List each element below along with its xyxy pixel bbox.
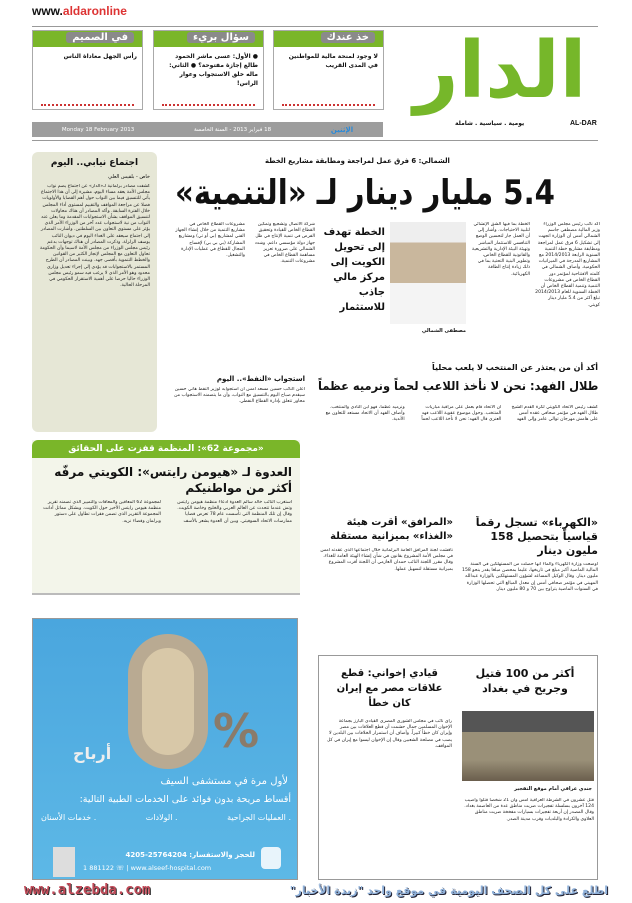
masthead-logo: الدار	[413, 26, 587, 116]
sidebar-body: كشفت مصادر برلمانية لـ«الدار» عن اجتماع يضم نواب مجلس الأمة يعقد مساء اليوم، مشيرة إلى أن هذا الاجتماع يأتي للتنسيق فيما بين النواب حول أهم القضايا والأولويات فضلا عن مراجعة المواقف والتقييم لمستوى أداء المجلس خلال الفترة السابقة. وأكد المصادر أن هناك محاولات لتنسيق المواقف بشأن الاستجوابات المقدمة وما يعلن عنه النواب من نية لاستجواب عدد آخر من الوزراء الأمر الذي يؤثر على مستوى التعاون بين السلطتين. وأشارت المصادر إلى اجتماع سيعقد على الغداء اليوم في ديوان النائب يوسف الزلزلة. وذكرت المصادر أن هناك توجهات بدعم رئيس مجلس الوزراء من مجلس الأمة لاسيما وأن الحكومة تحاول التعاون مع المجلس لإنجاز الكثير من القوانين والخطط التنموية بأقصى جهد. وبينت المصادر أن الطرح المستمر بالاستجوابات قد يؤدي إلى إجراء تعديل وزاري محدود وهو الأمر الذي لا يرغب فيه سمو رئيس مجلس الوزراء حاليا حرصا على أهمية الاستقرار الحكومي في المرحلة الحالية.	[40, 184, 150, 289]
dotted-rule	[41, 104, 134, 106]
kahraba-body: أوضحت وزارة الكهرباء والماء أنها حصلت من المستهلكين في السنة المالية الماضية أكبر مبلغ في تاريخها، عليما بمحصن مبلغا يقدر بنحو 158 مليون دينار. وقال الوكيل المساعد لشؤون المستهلكين بالوزارة عبدالله المهيني في مؤتمر صحافي أمس إن معدل المبالغ التي تحصلها الوزارة في السنوات الماضية يتراوح بين 70 و 80 مليون دينار.	[462, 562, 598, 592]
teaser-box	[273, 30, 384, 110]
lead-photo	[390, 222, 466, 324]
group62-story	[32, 440, 300, 595]
ad-phone-web[interactable]: 1 881122 ☏ | www.alseef-hospital.com	[83, 864, 212, 872]
sidebar-title: اجتماع نيابي.. اليوم	[50, 158, 139, 168]
ad-service: . العمليات الجراحية	[227, 813, 291, 822]
teaser-box	[32, 30, 143, 110]
marafiq-story	[318, 516, 453, 632]
teaser-title: خذ عندك	[321, 32, 375, 43]
ad-line1: لأول مرة في مستشفى السيف	[160, 776, 288, 787]
masthead-tagline: يومية . سياسية . شاملة	[455, 120, 525, 127]
lead-kicker: الشمالي: 6 فرق عمل لمراجعة ومطابقة مشاريع الخطة	[265, 157, 450, 165]
lead-col: الخطة بما فيها الشق الإنشائي لتلبية الاحتياجات. وأشار إلى أن العمل جار لتحسين الوضع التنافسي للاستثمار المباشر وتهيئة البيئة الإدارية والتشريعية والقانونية للقطاع الخاص، وتطوير البنية التحتية بما في ذلك زيادة إنتاج الطاقة الكهربائية.	[472, 222, 530, 277]
dotted-rule	[282, 104, 375, 106]
teaser-text: ● الأول: عسى ماشر الحمود طالع إجازة مفتوحة؟ ● الثاني: ماله خلق الاستجواب وعوار الراس!	[169, 53, 258, 87]
sports-headline: طلال الفهد: نحن لا نأخذ اللاعب لحماً ونرميه عظماً	[318, 379, 598, 393]
baghdad-body: قتل عشرون في الشرطة العراقية أمس وأن 21 شخصاً قتلوا وأصيب 124 آخرون بسلسلة تفجيرات ضربت مناطق عدة من العاصمة بغداد. وقال المصدر إن أربعة تفجيرات بسيارات مفخخة ضربت مناطق العلاوي والكرادة والبلديات وقرب مدينة الصدر.	[464, 798, 594, 822]
photo-caption: جندي عراقي أمام موقع التفجير	[514, 786, 592, 792]
group62-body: استغرب النائب خالد سالم العدوة ادعاء منظمة هيومن رايتس وتش عندما تتحدث عن العالم العربي والخليج وخاصة الكويت. وقال إن تلك المنظمة التي تأسست عام 78 تعرض قضايا ممارسات الاتحاد السوفيتي. وبين أن العدوة يشعر بالأسف لمجموعة 62 المعاقين والمعاقات والتمييز الذي تضمنه تقرير منظمة هيومن رايتس الأخير حول الكويت. وبشكل مماثل أدانت المجموعة التقرير الذي تضمن فقرات تطاول على دستور وبرلمان وقضاء نزيه.	[43, 500, 292, 524]
teaser-text: رأس الجهل معاداة الناس	[63, 53, 137, 60]
istijwab-title: استجواب «النفط».. اليوم	[216, 375, 305, 383]
sidebar-story	[32, 152, 157, 432]
baghdad-photo	[462, 711, 594, 781]
sports-body: كشف رئيس الاتحاد الكويتي لكرة القدم الشيخ طلال الفهد في مؤتمر صحافي عقده أمس على هامش مهرجان توالي عامر وإلى الفهد أن الاتحاد قام بعمل على مراقبة مباريات المنتخب. وحول موضوع عقوبة اللاعب فهد العنزي قال الفهد: نحن لا نأخذ اللاعب لحماً ونرميه عظماً، فهو ابن النادي والمنتخب. وأضاف الفهد أن الاتحاد مستعد للتعاون مع الأندية.	[325, 405, 598, 423]
date-english: Monday 18 February 2013	[61, 126, 135, 133]
site-url[interactable]: www.aldaronline	[32, 4, 127, 18]
sports-kicker: أكد أن من يعتذر عن المنتخب لا يلعب محلياً	[431, 363, 598, 372]
hospital-ad[interactable]	[32, 618, 298, 880]
alseef-logo	[261, 847, 281, 869]
dotted-rule	[162, 104, 255, 106]
ad-line2: أقساط مريحة بدون فوائد على الخدمات الطبية التالية:	[79, 794, 291, 805]
masthead-latin: AL-DAR	[570, 120, 597, 127]
teaser-box	[153, 30, 264, 110]
group62-banner: «مجموعة 62»: المنظمة قفزت على الحقائق	[32, 440, 300, 458]
ad-service: . خدمات الأسنان	[41, 813, 97, 822]
byline: خاص - بلقيس العلي	[108, 174, 150, 180]
kahraba-headline: «الكهرباء» تسجل رقماً قياسياً بتحصيل 158 مليون دينار	[475, 516, 598, 557]
teaser-text: لا وجود لمنحة مالية للمواطنين في المدى القريب	[288, 53, 378, 69]
ad-web: www.alseef-hospital.com	[130, 864, 212, 872]
teaser-title: سؤال بريء	[187, 32, 255, 43]
hospital-logo	[53, 847, 75, 877]
date-bar	[32, 122, 383, 137]
ad-service: . الولادات	[145, 813, 178, 822]
ad-contact: للحجز والاستفسار: 25764204-4205	[125, 851, 255, 859]
teaser-header	[154, 31, 263, 47]
marafiq-body: ناقشت لجنة المرافق العامة البرلمانية خلال اجتماعها الذي عقدته أمس في مجلس الأمة المشروع بقانون في شأن إنشاء الهيئة العامة للغذاء، وقال مقرر اللجنة النائب حمدان العازمي أن اللجنة أقرت المشروع بميزانية مستقلة لتسهيل عملها.	[320, 548, 453, 572]
istijwab-body: أعلن النائب حسين مسعد أمس أن استجوابه لوزير النفط هاني حسين سيقدم صباح اليوم بالتنسيق مع النواب، وأن ما يتضمنه الاستجواب من محاور تتعلق بإدارة القطاع النفطي.	[174, 387, 305, 405]
photo-caption: مصطفى الشمالي	[421, 328, 466, 334]
footer-slogan: اطلع على كل الصحف اليومية في موقع واحد "زبدة الأخبار"	[289, 883, 608, 897]
ikhwan-headline: قيادي إخواني: قطع علاقات مصر مع إيران كان خطأ	[336, 668, 443, 709]
percent-icon: %	[213, 704, 260, 758]
lead-headline: 5.4 مليار دينار لـ «التنمية»	[175, 173, 555, 213]
date-day: الإثنين	[330, 125, 354, 134]
ikhwan-body: رأى نائب في مجلس الشورى المصري القيادي البارز بجماعة الإخوان المسلمين جمال حشمت أن قطع العلاقات بين مصر وإيران كان خطأ كبيراً. وأضاف أن استمرار الخلافات بين البلدين لا يصب في مصلحة الشعبين وقال إن الإخوان ليسوا مع إيران في كل المواقف.	[327, 719, 452, 749]
ad-phone: 1 881122	[83, 864, 115, 872]
world-news-box	[318, 655, 598, 880]
teaser-header	[33, 31, 142, 47]
sports-story	[318, 362, 598, 512]
ikhwan-story	[327, 666, 452, 878]
group62-headline: العدوة لـ «هيومن رايتس»: الكويتي مرفّه أكثر من مواطنيكم	[54, 465, 292, 495]
baghdad-headline: أكثر من 100 قتيل وجريح في بغداد	[475, 667, 575, 695]
marafiq-headline: «المرافق» أقرت هيئة «الغذاء» بميزانية مستقلة	[330, 517, 453, 542]
teaser-title: في الصميم	[66, 32, 134, 43]
kahraba-story	[460, 516, 598, 632]
phone-icon: ☏	[116, 864, 125, 872]
footer-site[interactable]: www.alzebda.com	[24, 882, 151, 898]
zero-percent-graphic	[128, 634, 208, 769]
teaser-header	[274, 31, 383, 47]
pull-quote: الخطة تهدف إلى تحويل الكويت إلى مركز مالي جاذب للاستثمار	[323, 227, 385, 313]
date-hijri: 18 فبراير 2013 - السنة الخامسة	[193, 126, 272, 133]
lead-col: مشروعات القطاع الخاص في مشاريع التنمية من خلال إنشاء الجهاز الفني لمشاريع (بي أو تي) ومشاريع المشاركة (بي بي بي) لإفساح المجال للقطاع في عمليات الإدارة والتشغيل.	[175, 222, 245, 259]
ad-services	[41, 812, 291, 824]
ad-brand: أرباح	[73, 744, 112, 763]
istijwab-story	[170, 375, 305, 433]
footer-banner[interactable]	[0, 877, 632, 903]
lead-col: شركة الاتصال وتشجيع وتمكين القطاع الخاص للقيادة وتحقيق الفرص في تنمية الإنتاج في ظل جهاز دولة مؤسسي داعم. وشدد الشمالي على ضرورة تعزيز مساهمة القطاع الخاص في مشروعات التنمية.	[254, 222, 315, 265]
lead-col: أكد نائب رئيس مجلس الوزراء وزير المالية مصطفى جاسم الشمالي أمس أن الوزارة اتجهت إلى تشكيل 6 فرق عمل لمراجعة ومطابقة مشاريع خطة التنمية السنوية الرابعة 2014/2013 مع المشاريع المدرجة في الميزانيات الحكومية. وأضاف الشمالي في كلمته الافتتاحية لمؤتمر دور القطاع الخاص في مشروعات التنمية وتنمية القطاع الخاص أن الخطة السنوية للعام 2014/2013 تبلغ أكثر من 5.4 مليار دينار كويتي.	[535, 222, 600, 308]
divider	[32, 140, 598, 141]
